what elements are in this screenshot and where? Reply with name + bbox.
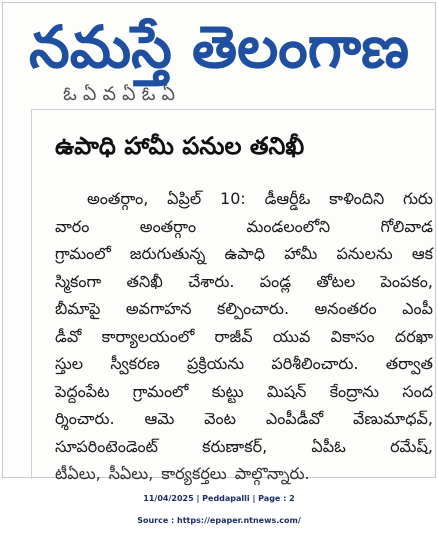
column-divider-top <box>31 109 435 110</box>
article-line: స్మికంగా తనిఖీ చేశారు. పండ్ల తోటల పెంపకం, <box>55 271 433 291</box>
article-line: బీమాపై అవగాహన కల్పించారు. అనంతరం ఎంపీ <box>55 299 433 318</box>
article-line: డీవో కార్యాలయంలో రాజీవ్ యువ వికాసం దరఖా <box>55 326 433 346</box>
footer-source-line: Source : https://epaper.ntnews.com/ <box>137 516 301 525</box>
article-body <box>55 185 433 483</box>
article-line: అంతర్గాం, ఏప్రిల్ 10: డీఆర్డీఓ కాళిందిని గురు <box>87 189 433 208</box>
masthead <box>3 7 435 87</box>
newspaper-clipping <box>2 2 436 483</box>
column-divider-left <box>31 109 32 479</box>
clipped-text-row <box>63 83 435 105</box>
article-line: గ్రామంలో జరుగుతున్న ఉపాధి హామీ పనులను ఆక <box>55 244 433 263</box>
article-line: వారం అంతర్గాం మండలంలోని గోలివాడ <box>55 216 433 236</box>
article-line: ర్శించారు. ఆమె వెంట ఎంపీడీవో వేణుమాధవ్, <box>55 409 433 428</box>
clipped-text: ఓ ఏ వ ఏ ఓ ఏ <box>63 83 176 105</box>
footer-date-line: 11/04/2025 | Peddapalli | Page : 2 <box>143 494 295 503</box>
masthead-title: నమస్తే తెలంగాణ <box>29 13 409 81</box>
article-headline: ఉపాధి హామీ పనుల తనిఖీ <box>55 132 305 160</box>
article-line: సూపరింటెండెంట్ కరుణాకర్, ఏపీఓ రమేష్, <box>55 436 433 456</box>
article-line: స్తుల స్వీకరణ ప్రక్రియను పరిశీలించారు. తర్వాత <box>55 354 433 373</box>
article-line: టీఏలు, సీఏలు, కార్యకర్తలు పాల్గొన్నారు. <box>55 464 310 483</box>
article-line: పెద్దంపేట గ్రామంలో కుట్టు మిషన్ కేంద్రాను సంద <box>55 381 433 401</box>
